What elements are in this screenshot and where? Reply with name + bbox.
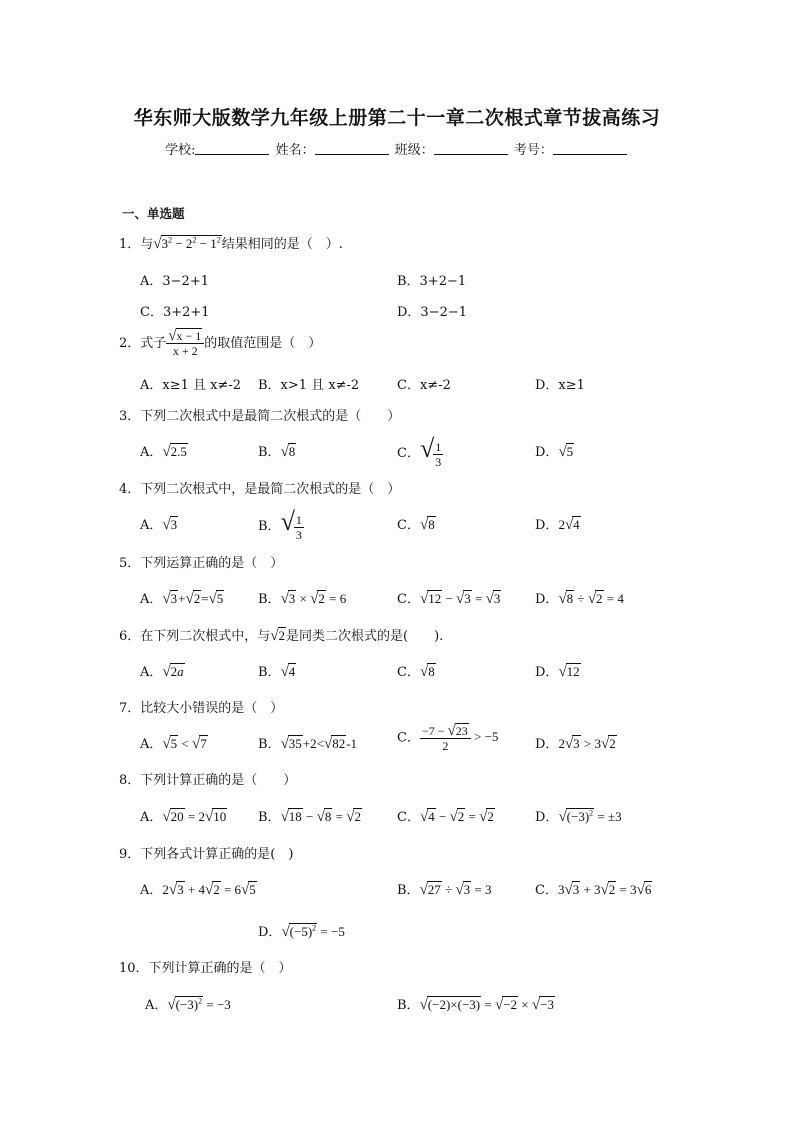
q8-option-a[interactable]: A．√20 = 2√10	[140, 809, 227, 825]
question-6: 6．在下列二次根式中，与√2是同类二次根式的是( ).	[119, 628, 444, 644]
exam-no-blank[interactable]	[553, 142, 627, 155]
q3-option-d[interactable]: D．√5	[535, 444, 574, 460]
q4-option-c[interactable]: C．√8	[397, 517, 435, 533]
question-3: 3．下列二次根式中是最简二次根式的是（ ）	[119, 409, 401, 424]
q6-option-c[interactable]: C．√8	[397, 664, 435, 680]
exam-no-label: 考号：	[513, 143, 553, 158]
class-label: 班级：	[394, 143, 434, 158]
q4-option-d[interactable]: D．2√4	[535, 517, 580, 533]
question-1: 1．与$√3^2 - 2^2 - 1^2$结果相同的是（ ）.	[119, 235, 343, 252]
q9-option-b[interactable]: B．√27 ÷ √3 = 3	[397, 882, 492, 898]
question-9: 9．下列各式计算正确的是( )	[119, 847, 294, 862]
q8-option-c[interactable]: C．√4 − √2 = √2	[397, 809, 494, 825]
q5-option-b[interactable]: B．√3 × √2 = 6	[258, 591, 347, 607]
student-info-line	[0, 139, 794, 158]
q5-option-c[interactable]: C．√12 − √3 = √3	[397, 591, 501, 607]
q1-radical: $√3^2 - 2^2 - 1^2$	[153, 235, 221, 252]
class-blank[interactable]	[434, 142, 508, 155]
question-2: 2．式子 $\frac{√x - 1}{x + 2}$ 的取值范围是（ ）	[119, 328, 322, 358]
question-5: 5．下列运算正确的是（ ）	[119, 556, 284, 571]
q9-option-a[interactable]: A．2√3 + 4√2 = 6√5	[140, 882, 256, 898]
q1-option-b[interactable]: B．3+2−1	[397, 274, 467, 289]
page-title: 华东师大版数学九年级上册第二十一章二次根式章节拔高练习	[133, 107, 661, 129]
name-label: 姓名：	[275, 143, 315, 158]
question-10: 10．下列计算正确的是（ ）	[119, 961, 292, 976]
q2-fraction: $\frac{√x - 1}{x + 2}$	[166, 329, 204, 358]
q6-option-d[interactable]: D．√12	[535, 664, 580, 680]
q10-option-b[interactable]: B．√(−2)×(−3) = √−2 × √−3	[397, 997, 554, 1013]
q6-option-b[interactable]: B．√4	[258, 664, 296, 680]
q3-option-a[interactable]: A．√2.5	[140, 444, 187, 460]
q5-option-d[interactable]: D．√8 ÷ √2 = 4	[535, 591, 624, 607]
q8-option-d[interactable]: D．$√(-3)^2 = \pm 3$	[535, 808, 622, 825]
q9-option-c[interactable]: C．3√3 + 3√2 = 3√6	[535, 882, 652, 898]
q2-option-a[interactable]: A．x≥1 且 x≠-2	[140, 378, 242, 393]
q10-option-a[interactable]: A．$√(-3)^2 = -3$	[145, 996, 231, 1013]
q8-option-b[interactable]: B．√18 − √8 = √2	[258, 809, 361, 825]
school-label: 学校:	[165, 143, 196, 158]
q7-option-a[interactable]: A．√5 < √7	[140, 736, 207, 752]
q6-option-a[interactable]: A．√2a	[140, 664, 184, 680]
school-blank[interactable]	[195, 142, 269, 155]
q4-option-b[interactable]: B．√ $\frac{1}{3}$	[258, 507, 302, 542]
q7-option-b[interactable]: B．√35+2<√82-1	[258, 736, 358, 752]
q2-option-b[interactable]: B．x>1 且 x≠-2	[258, 378, 360, 393]
question-8: 8．下列计算正确的是（ ）	[119, 773, 297, 788]
section-heading: 一、单选题	[122, 206, 185, 221]
name-blank[interactable]	[315, 142, 389, 155]
q7-option-c[interactable]: C． $\frac{-7 - √23}{2}$ > −5	[397, 723, 499, 753]
q3-option-b[interactable]: B．√8	[258, 444, 296, 460]
q1-option-c[interactable]: C．3+2+1	[140, 305, 210, 320]
q2-option-c[interactable]: C．x≠-2	[397, 378, 451, 393]
question-7: 7．比较大小错误的是（ ）	[119, 701, 284, 716]
q7-option-d[interactable]: D．2√3 > 3√2	[535, 736, 616, 752]
q1-option-a[interactable]: A．3−2+1	[140, 274, 209, 289]
q4-option-a[interactable]: A．√3	[140, 517, 178, 533]
q9-option-d[interactable]: D．$√(-5)^2 = -5$	[258, 923, 345, 940]
q2-option-d[interactable]: D．x≥1	[535, 378, 585, 393]
question-4: 4．下列二次根式中，是最简二次根式的是（ ）	[119, 482, 401, 497]
q5-option-a[interactable]: A．√3+√2=√5	[140, 591, 224, 607]
q3-option-c[interactable]: C．√ $\frac{1}{3}$	[397, 434, 442, 469]
q1-option-d[interactable]: D．3−2−1	[397, 305, 468, 320]
